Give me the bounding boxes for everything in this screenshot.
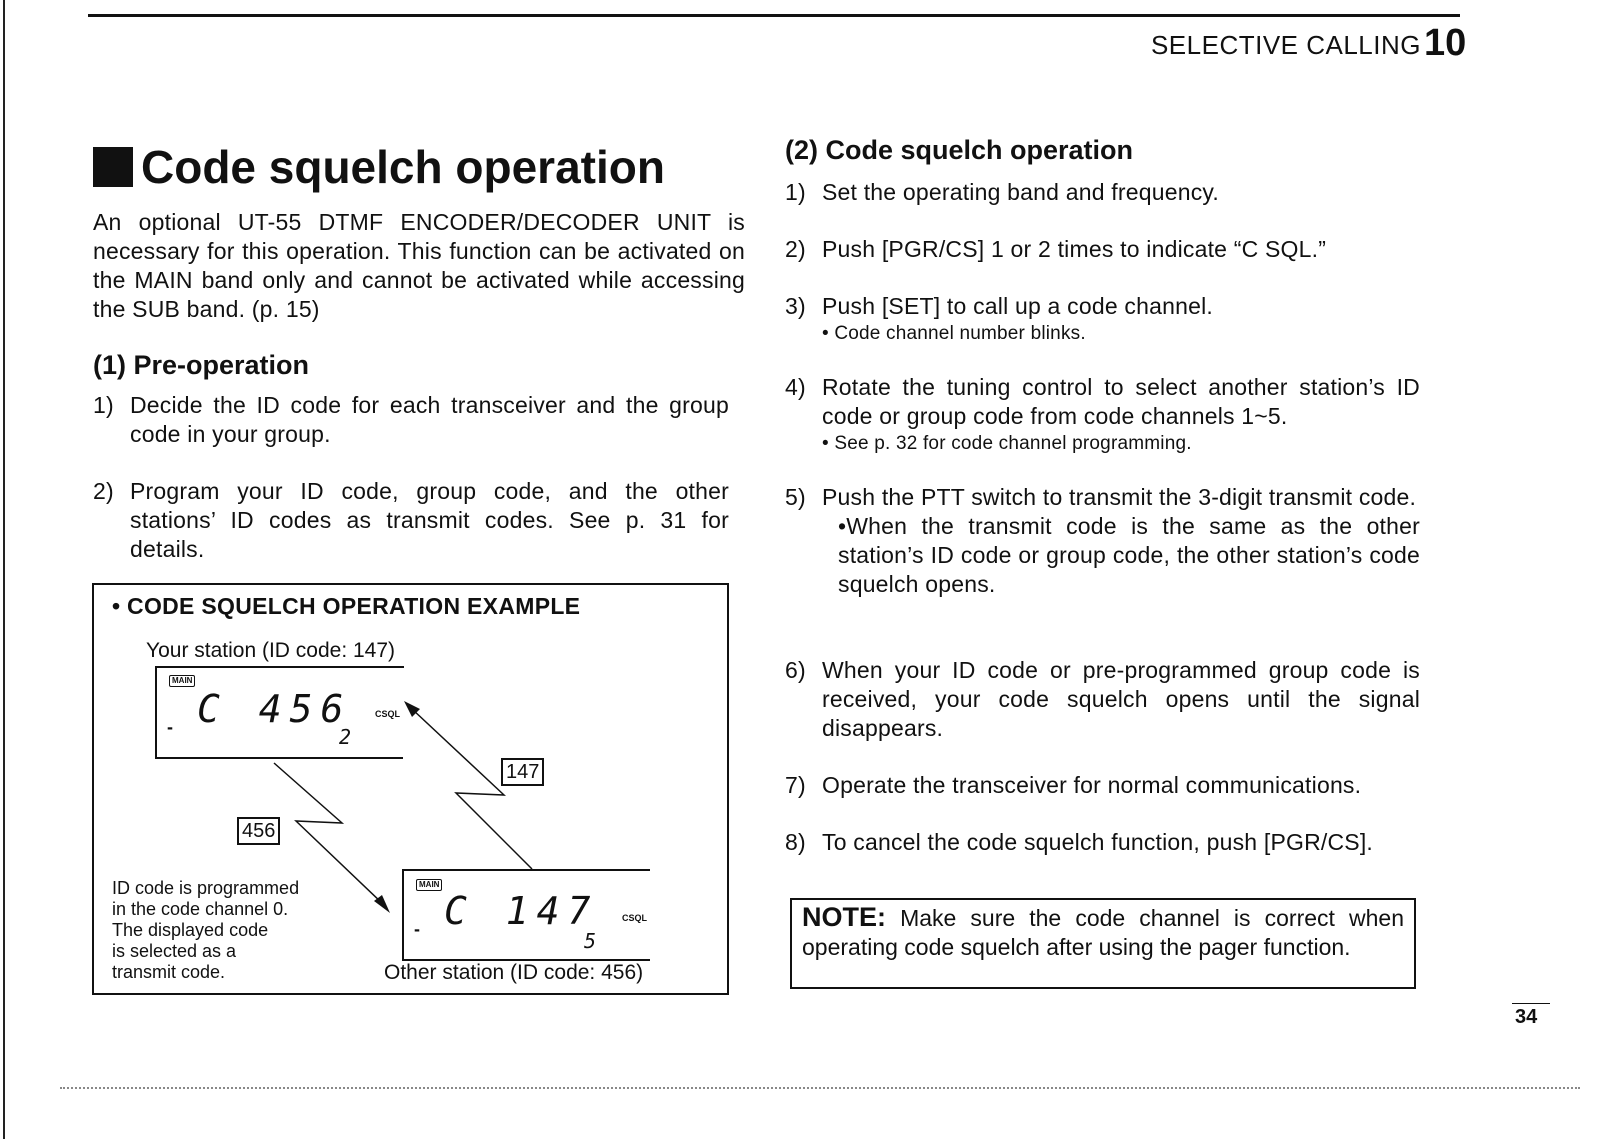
step-bullet: • Code channel number blinks. (822, 323, 1086, 344)
page-left-edge (3, 0, 5, 1139)
received-code-tag: 147 (501, 758, 544, 786)
step-number: 5) (785, 484, 806, 510)
pre-step-2 (93, 477, 729, 564)
step-number: 1) (93, 392, 114, 418)
op-step-4 (785, 373, 1420, 483)
header-rule (88, 14, 1460, 17)
title-square-icon (93, 147, 133, 187)
op-step-3 (785, 292, 1420, 373)
step-body (822, 483, 1420, 656)
step-body (822, 373, 1420, 483)
pre-operation-steps (93, 391, 729, 564)
page-title (93, 140, 745, 194)
intro-paragraph: An optional UT-55 DTMF ENCODER/DECODER UNIT is necessary for this operation. This function can be activated on the MAIN band only and cannot be activated while accessing the SUB band. (p. 15) (93, 209, 745, 322)
main-band-tag: MAIN (169, 675, 195, 687)
note-line: ID code is programmed (112, 878, 300, 898)
your-station-label: Your station (ID code: 147) (146, 639, 396, 662)
step-text: Set the operating band and frequency. (822, 179, 1219, 205)
op-step-7 (785, 771, 1420, 828)
note-line: The displayed code (112, 920, 269, 940)
step-text: Rotate the tuning control to select another station’s ID code or group code from code channels 1~5. (822, 374, 1420, 429)
step-number: 3) (785, 293, 806, 319)
section-title: SELECTIVE CALLING (1150, 30, 1421, 60)
step-number: 1) (785, 179, 806, 205)
step-text: When your ID code or pre-programmed group code is received, your code squelch opens until the signal disappears. (822, 657, 1420, 741)
example-note (112, 878, 299, 983)
csql-indicator: CSQL (375, 709, 401, 719)
note-line: is selected as a (112, 941, 237, 961)
bottom-scan-line (60, 1087, 1580, 1089)
note-box (790, 898, 1416, 989)
op-step-6 (785, 656, 1420, 771)
op-step-5 (785, 483, 1420, 656)
step-bullet: • See p. 32 for code channel programming. (822, 433, 1192, 454)
step-text: Operate the transceiver for normal communications. (822, 772, 1362, 798)
note-label: NOTE: (802, 902, 886, 932)
note-line: in the code channel 0. (112, 899, 289, 919)
step-number: 8) (785, 829, 806, 855)
other-station-label: Other station (ID code: 456) (384, 961, 644, 984)
op-step-8 (785, 828, 1420, 857)
page-number: 34 (1515, 1006, 1538, 1028)
step-number: 2) (93, 478, 114, 504)
note-text: Make sure the code channel is correct when operating code squelch after using the pager function. (802, 905, 1404, 960)
display-dash: - (414, 919, 420, 939)
pre-operation-heading: (1) Pre-operation (93, 350, 310, 380)
step-text: Push [SET] to call up a code channel. (822, 293, 1213, 319)
op-step-1 (785, 178, 1420, 235)
step-text: Push the PTT switch to transmit the 3-digit transmit code. (822, 484, 1417, 510)
receive-arrow-line (412, 709, 532, 869)
main-band-tag: MAIN (416, 879, 442, 891)
op-step-2 (785, 235, 1420, 292)
step-bullet: •When the transmit code is the same as the other station’s ID code or group code, the other station’s code squelch opens. (838, 513, 1420, 597)
right-column-heading-wrap (785, 135, 1420, 166)
pre-step-1 (93, 391, 729, 477)
chapter-number: 10 (1424, 22, 1467, 64)
display-digits: C 147 (444, 889, 599, 933)
step-number: 6) (785, 657, 806, 683)
operation-steps (785, 178, 1420, 857)
example-title: • CODE SQUELCH OPERATION EXAMPLE (112, 593, 581, 619)
page-number-rule (1512, 1003, 1550, 1004)
page-title-text: Code squelch operation (141, 141, 665, 193)
step-text: Decide the ID code for each transceiver and the group code in your group. (130, 392, 729, 447)
step-text: To cancel the code squelch function, push [PGR/CS]. (822, 829, 1374, 855)
display-digits: C 456 (197, 687, 352, 731)
left-column (93, 140, 745, 324)
display-dash: - (167, 717, 173, 737)
step-text: Program your ID code, group code, and the other stations’ ID codes as transmit codes. See p. 31 for details. (130, 478, 729, 562)
step-number: 4) (785, 374, 806, 400)
step-number: 7) (785, 772, 806, 798)
code-squelch-operation-heading: (2) Code squelch operation (785, 135, 1134, 165)
note-line: transmit code. (112, 962, 226, 982)
sent-code-tag: 456 (237, 817, 280, 845)
step-number: 2) (785, 236, 806, 262)
step-body (822, 292, 1420, 373)
csql-indicator: CSQL (622, 913, 648, 923)
code-channel-number: 5 (584, 929, 597, 953)
code-channel-number: 2 (339, 725, 352, 749)
your-station-display (155, 667, 403, 759)
other-station-display (402, 869, 650, 961)
code-squelch-example-box (92, 583, 729, 995)
step-text: Push [PGR/CS] 1 or 2 times to indicate “C SQL.” (822, 236, 1327, 262)
